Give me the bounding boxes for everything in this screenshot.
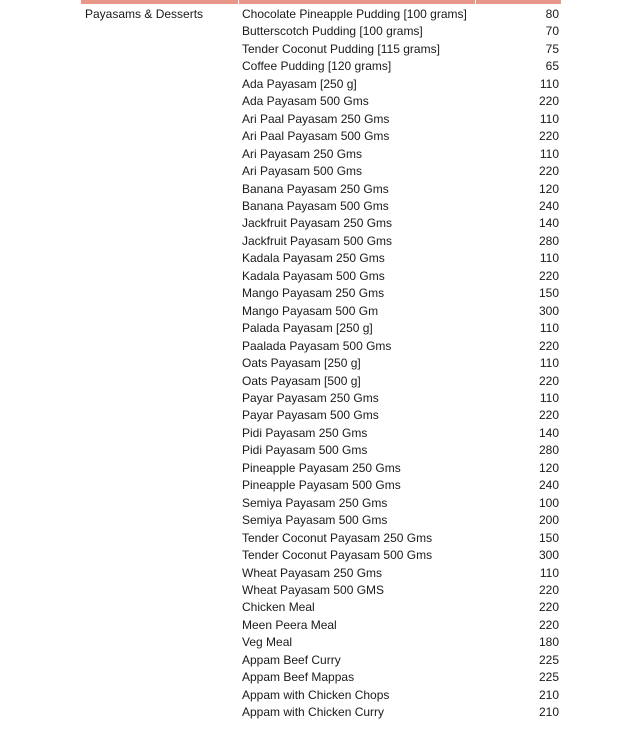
- item-price: 220: [538, 129, 559, 144]
- item-name: Kadala Payasam 500 Gms: [242, 268, 385, 283]
- item-name: Paalada Payasam 500 Gms: [242, 338, 392, 353]
- item-price: 210: [538, 687, 559, 702]
- item-name: Ada Payasam [250 g]: [242, 76, 357, 91]
- table-row: [0, 634, 628, 651]
- table-row: [0, 6, 628, 23]
- item-name: Palada Payasam [250 g]: [242, 321, 373, 336]
- item-price: 220: [538, 164, 559, 179]
- table-row: [0, 407, 628, 424]
- item-name: Veg Meal: [242, 635, 293, 650]
- table-row: [0, 582, 628, 599]
- item-name: Semiya Payasam 500 Gms: [242, 513, 388, 528]
- table-row: [0, 320, 628, 337]
- item-name: Payar Payasam 250 Gms: [242, 390, 379, 405]
- item-name: Banana Payasam 500 Gms: [242, 198, 389, 213]
- item-name: Jackfruit Payasam 500 Gms: [242, 233, 393, 248]
- table-row: [0, 146, 628, 163]
- header-divider: [238, 0, 239, 4]
- item-name: Chicken Meal: [242, 600, 315, 615]
- table-row: [0, 233, 628, 250]
- item-name: Mango Payasam 250 Gms: [242, 286, 385, 301]
- item-name: Wheat Payasam 500 GMS: [242, 582, 385, 597]
- table-row: [0, 111, 628, 128]
- item-name: Tender Coconut Payasam 250 Gms: [242, 530, 433, 545]
- table-row: [0, 687, 628, 704]
- item-price: 240: [538, 478, 559, 493]
- table-row: [0, 58, 628, 75]
- item-price: 220: [538, 268, 559, 283]
- table-row: [0, 338, 628, 355]
- header-divider: [475, 0, 476, 4]
- table-row: [0, 617, 628, 634]
- table-row: [0, 355, 628, 372]
- item-price: 110: [539, 111, 559, 126]
- item-name: Coffee Pudding [120 grams]: [242, 59, 392, 74]
- table-row: [0, 198, 628, 215]
- table-row: [0, 76, 628, 93]
- table-row: [0, 128, 628, 145]
- item-price: 300: [538, 548, 559, 563]
- table-row: [0, 460, 628, 477]
- item-price: 150: [538, 286, 559, 301]
- table-row: [0, 530, 628, 547]
- table-row: [0, 41, 628, 58]
- item-name: Appam with Chicken Chops: [242, 687, 390, 702]
- item-price: 110: [539, 390, 559, 405]
- item-price: 225: [538, 670, 559, 685]
- item-price: 240: [538, 198, 559, 213]
- item-price: 110: [539, 146, 559, 161]
- table-row: [0, 669, 628, 686]
- item-price: 120: [538, 181, 559, 196]
- table-row: [0, 565, 628, 582]
- table-row: [0, 250, 628, 267]
- item-price: 220: [538, 408, 559, 423]
- item-name: Payar Payasam 500 Gms: [242, 408, 379, 423]
- table-header: [81, 0, 561, 4]
- item-price: 200: [538, 513, 559, 528]
- item-price: 150: [538, 530, 559, 545]
- table-row: [0, 512, 628, 529]
- item-name: Banana Payasam 250 Gms: [242, 181, 389, 196]
- table-row: [0, 652, 628, 669]
- item-price: 120: [538, 460, 559, 475]
- item-price: 140: [538, 216, 559, 231]
- item-name: Tender Coconut Pudding [115 grams]: [242, 41, 440, 56]
- item-price: 110: [539, 321, 559, 336]
- item-price: 110: [539, 251, 559, 266]
- item-name: Appam Beef Mappas: [242, 670, 355, 685]
- item-price: 75: [545, 41, 559, 56]
- item-price: 65: [545, 59, 559, 74]
- item-list: [0, 6, 628, 722]
- table-row: [0, 93, 628, 110]
- item-price: 140: [538, 425, 559, 440]
- item-name: Oats Payasam [500 g]: [242, 373, 361, 388]
- item-name: Ari Paal Payasam 250 Gms: [242, 111, 390, 126]
- item-name: Ari Payasam 250 Gms: [242, 146, 363, 161]
- item-name: Wheat Payasam 250 Gms: [242, 565, 383, 580]
- item-price: 110: [539, 356, 559, 371]
- item-price: 110: [539, 565, 559, 580]
- item-price: 210: [538, 705, 559, 720]
- item-name: Appam Beef Curry: [242, 652, 341, 667]
- item-name: Meen Peera Meal: [242, 617, 337, 632]
- item-name: Pineapple Payasam 500 Gms: [242, 478, 401, 493]
- category-name: Payasams & Desserts: [85, 7, 204, 21]
- item-name: Mango Payasam 500 Gm: [242, 303, 379, 318]
- table-row: [0, 495, 628, 512]
- table-row: [0, 425, 628, 442]
- item-price: 220: [538, 94, 559, 109]
- item-name: Ari Payasam 500 Gms: [242, 164, 363, 179]
- item-price: 280: [538, 443, 559, 458]
- item-name: Semiya Payasam 250 Gms: [242, 495, 388, 510]
- item-price: 70: [545, 24, 559, 39]
- item-name: Ada Payasam 500 Gms: [242, 94, 369, 109]
- item-name: Appam with Chicken Curry: [242, 705, 385, 720]
- table-row: [0, 303, 628, 320]
- item-price: 80: [545, 7, 559, 21]
- table-row: [0, 23, 628, 40]
- item-price: 180: [538, 635, 559, 650]
- item-name: Kadala Payasam 250 Gms: [242, 251, 385, 266]
- item-price: 225: [538, 652, 559, 667]
- table-row: [0, 285, 628, 302]
- item-name: Ari Paal Payasam 500 Gms: [242, 129, 390, 144]
- table-row: [0, 268, 628, 285]
- item-name: Butterscotch Pudding [100 grams]: [242, 24, 423, 39]
- item-name: Pineapple Payasam 250 Gms: [242, 460, 401, 475]
- item-price: 110: [539, 76, 559, 91]
- table-row: [0, 181, 628, 198]
- item-price: 280: [538, 233, 559, 248]
- item-name: Pidi Payasam 250 Gms: [242, 425, 368, 440]
- item-price: 220: [538, 617, 559, 632]
- table-row: [0, 215, 628, 232]
- item-name: Jackfruit Payasam 250 Gms: [242, 216, 393, 231]
- item-price: 220: [538, 373, 559, 388]
- item-name: Chocolate Pineapple Pudding [100 grams]: [242, 7, 467, 21]
- item-price: 300: [538, 303, 559, 318]
- item-price: 220: [538, 338, 559, 353]
- item-price: 220: [538, 600, 559, 615]
- item-price: 100: [538, 495, 559, 510]
- table-row: [0, 442, 628, 459]
- item-name: Tender Coconut Payasam 500 Gms: [242, 548, 433, 563]
- table-row: [0, 704, 628, 721]
- table-row: [0, 390, 628, 407]
- table-row: [0, 373, 628, 390]
- item-name: Pidi Payasam 500 Gms: [242, 443, 368, 458]
- table-row: [0, 163, 628, 180]
- table-row: [0, 477, 628, 494]
- item-price: 220: [538, 582, 559, 597]
- item-name: Oats Payasam [250 g]: [242, 356, 361, 371]
- table-row: [0, 599, 628, 616]
- table-row: [0, 547, 628, 564]
